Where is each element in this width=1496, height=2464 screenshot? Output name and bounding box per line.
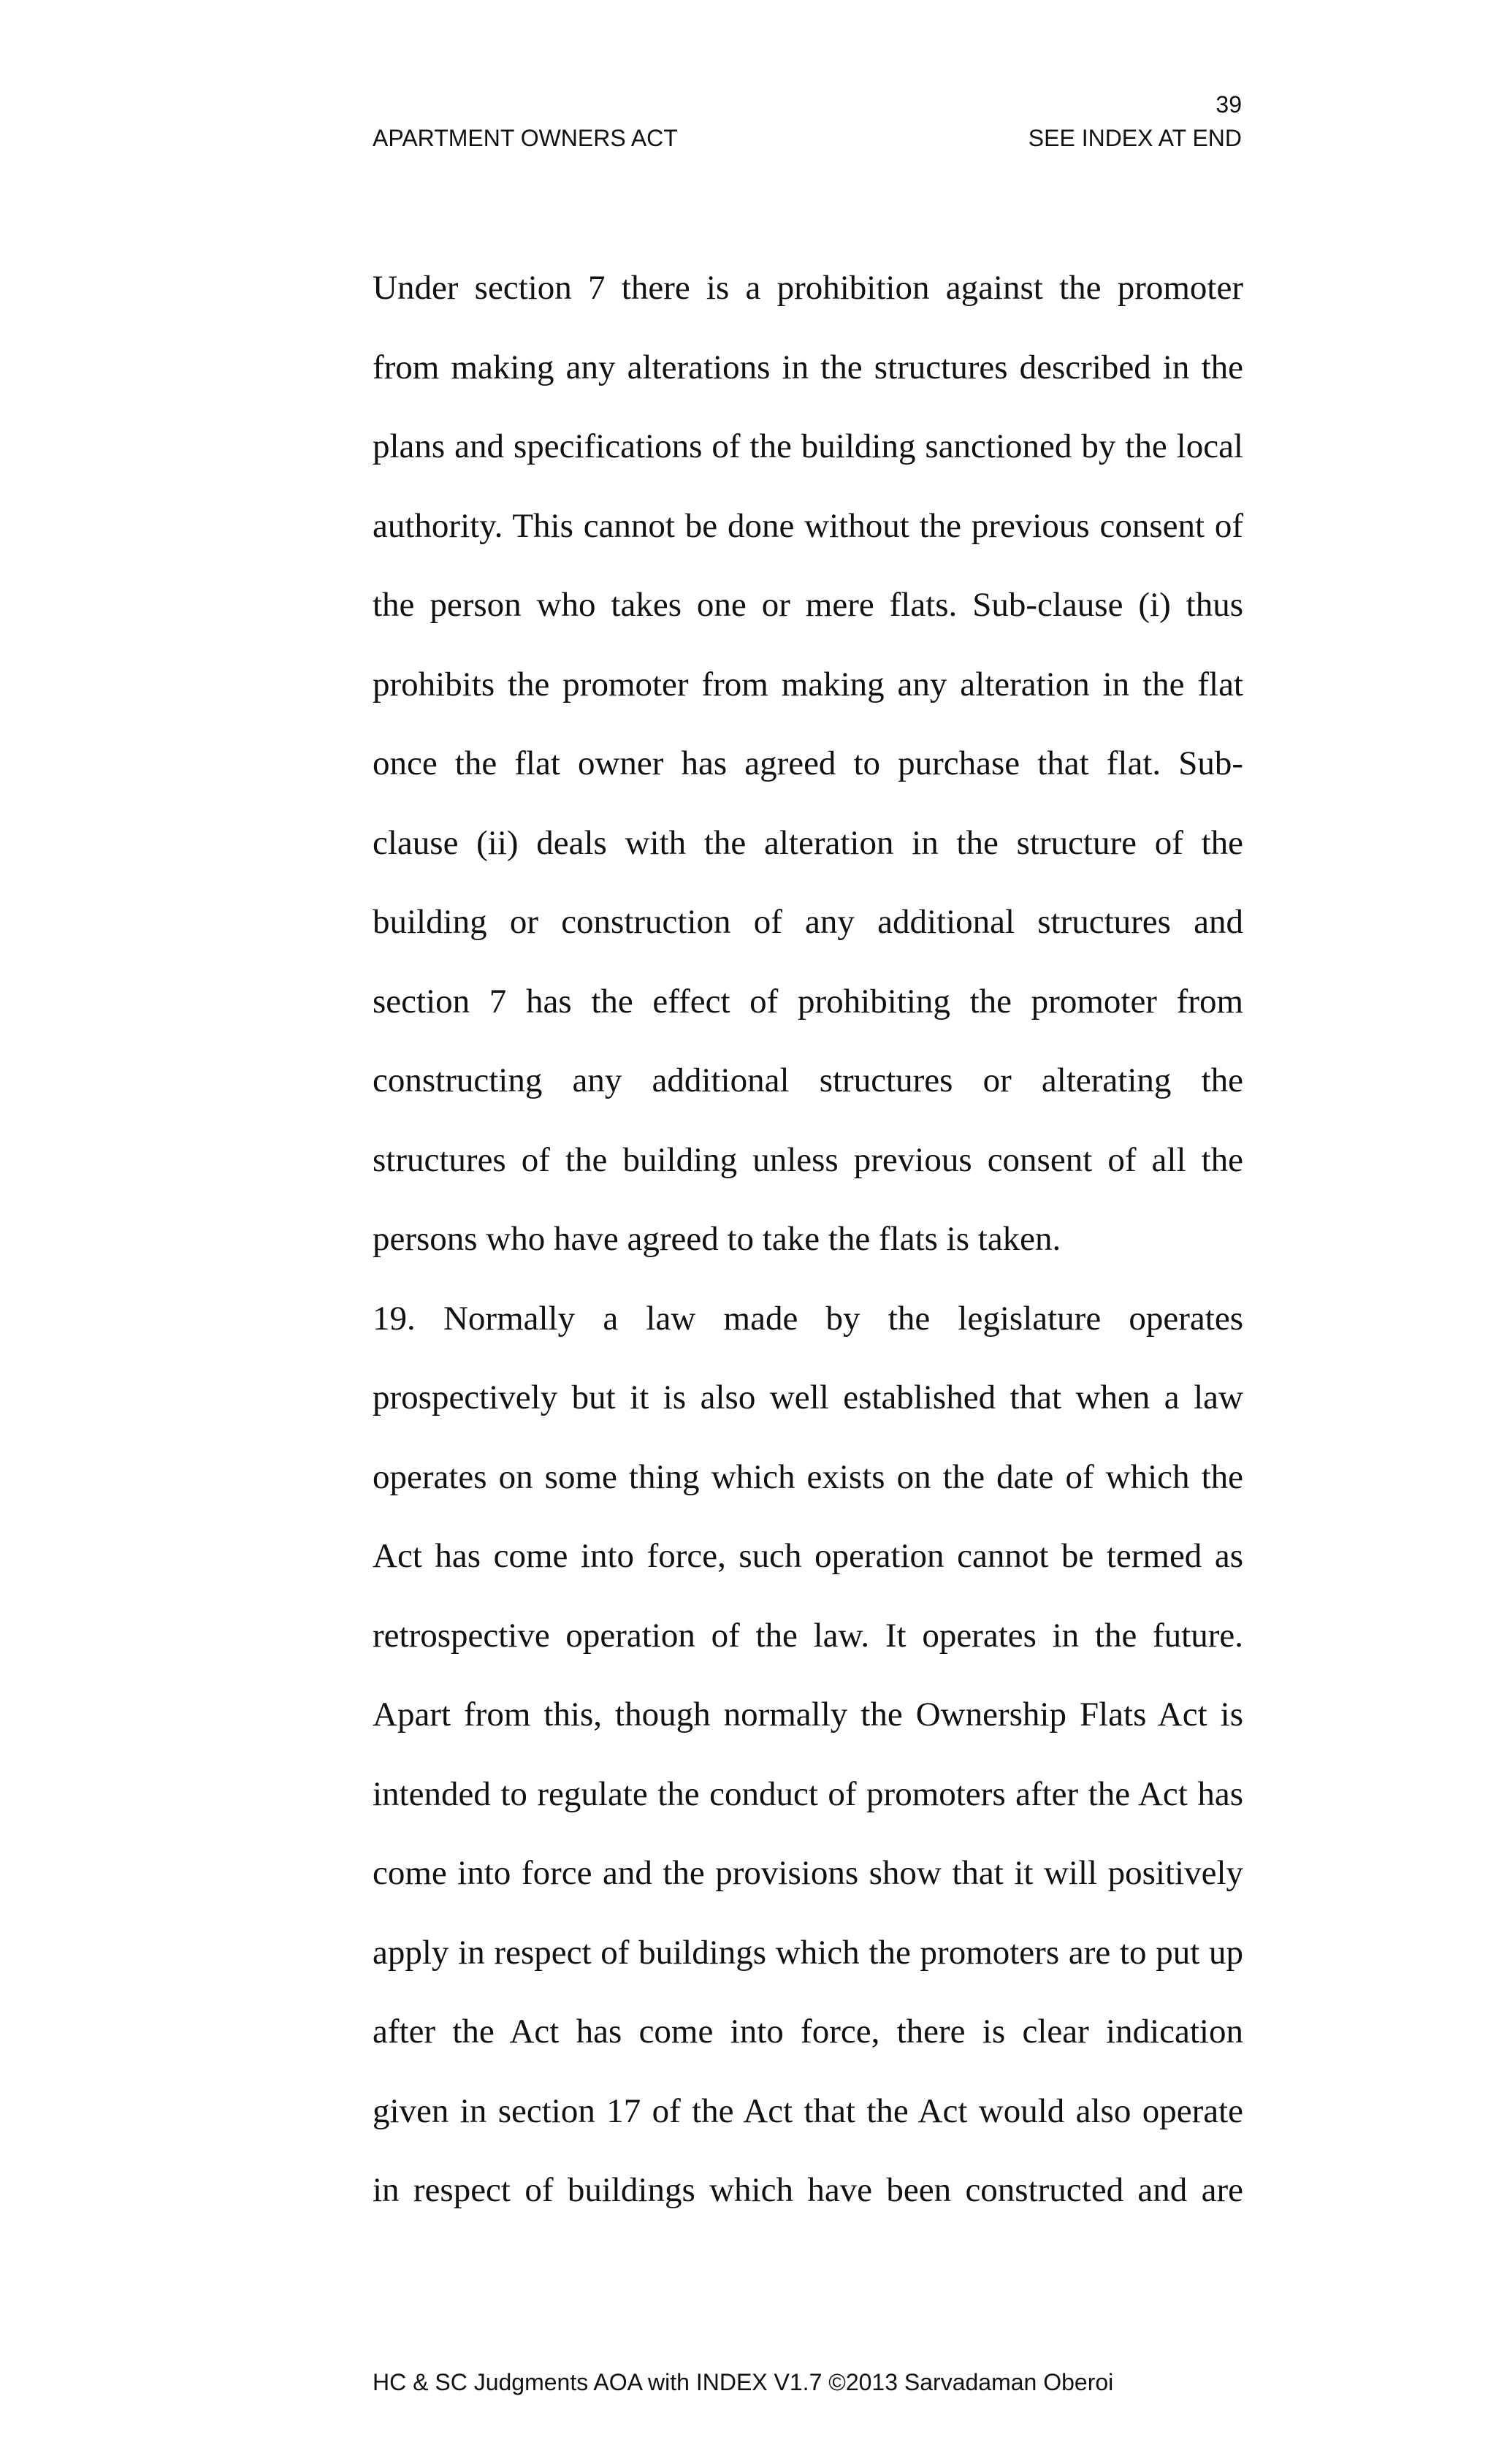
text-line: after the Act has come into force, there is clear indication <box>373 2013 1243 2051</box>
text-line: retrospective operation of the law. It operates in the future. <box>373 1616 1243 1655</box>
text-line: come into force and the provisions show that it will positively <box>373 1854 1243 1892</box>
running-header-index-note: SEE INDEX AT END <box>1028 125 1242 151</box>
text-line: section 7 has the effect of prohibiting the promoter from <box>373 982 1243 1021</box>
body-text <box>373 264 1243 2246</box>
text-line: structures of the building unless previous consent of all the <box>373 1140 1243 1179</box>
text-line: Under section 7 there is a prohibition against the promoter <box>373 269 1243 307</box>
running-header-title: APARTMENT OWNERS ACT <box>373 125 678 151</box>
text-line: apply in respect of buildings which the promoters are to put up <box>373 1933 1243 1972</box>
text-line: Act has come into force, such operation cannot be termed as <box>373 1537 1243 1575</box>
footer-copyright: HC & SC Judgments AOA with INDEX V1.7 ©2013 Sarvadaman Oberoi <box>373 2369 1114 2395</box>
text-line: plans and specifications of the building sanctioned by the local <box>373 427 1243 465</box>
text-line: from making any alterations in the structures described in the <box>373 348 1243 386</box>
text-line: given in section 17 of the Act that the Act would also operate <box>373 2091 1243 2130</box>
text-line: clause (ii) deals with the alteration in the structure of the <box>373 823 1243 862</box>
text-line: building or construction of any additional structures and <box>373 903 1243 941</box>
paragraph-end-line: persons who have agreed to take the flats is taken. <box>373 1220 1061 1258</box>
text-line: intended to regulate the conduct of promoters after the Act has <box>373 1774 1243 1813</box>
page-number: 39 <box>1216 91 1242 118</box>
text-line: constructing any additional structures or alterating the <box>373 1061 1243 1099</box>
text-line: prohibits the promoter from making any alteration in the flat <box>373 665 1243 703</box>
text-line: Apart from this, though normally the Ownership Flats Act is <box>373 1696 1243 1733</box>
paragraph-19-first-line: 19. Normally a law made by the legislature operates <box>373 1299 1243 1338</box>
text-line: in respect of buildings which have been constructed and are <box>373 2171 1243 2209</box>
text-line: authority. This cannot be done without the previous consent of <box>373 506 1243 545</box>
text-line: the person who takes one or mere flats. Sub-clause (i) thus <box>373 586 1243 624</box>
text-line: prospectively but it is also well established that when a law <box>373 1378 1243 1416</box>
text-line: once the flat owner has agreed to purchase that flat. Sub- <box>373 744 1243 782</box>
text-line: operates on some thing which exists on the date of which the <box>373 1457 1243 1496</box>
